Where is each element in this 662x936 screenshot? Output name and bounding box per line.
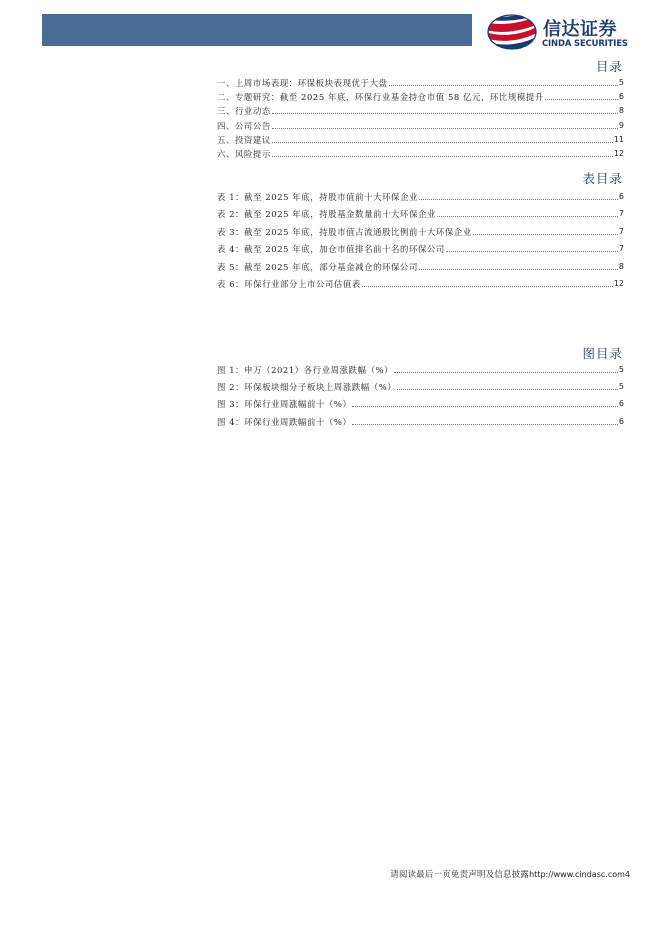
dot-leader <box>272 142 613 143</box>
table-entry[interactable] <box>217 258 624 272</box>
dot-leader <box>419 269 618 270</box>
table-entry-label: 表 4：截至 2025 年底，加仓市值排名前十名的环保公司 <box>217 244 445 255</box>
toc-entry[interactable] <box>217 102 624 116</box>
dot-leader <box>352 424 617 425</box>
table-entry-page-number: 7 <box>618 226 624 236</box>
toc-entry-page-number: 11 <box>613 134 624 144</box>
toc-entry-label: 三、行业动态 <box>217 106 271 117</box>
dot-leader <box>389 85 618 86</box>
toc-entry-page-number: 12 <box>613 149 624 158</box>
toc-entry[interactable] <box>217 131 624 145</box>
figure-entry-page-number: 5 <box>618 382 624 392</box>
toc-entry[interactable] <box>217 145 624 159</box>
figure-entry[interactable] <box>217 361 624 375</box>
figure-entry-label: 图 4：环保行业周跌幅前十（%） <box>217 416 352 427</box>
dot-leader <box>272 128 618 129</box>
table-entry-label: 表 1：截至 2025 年底，持股市值前十大环保企业 <box>217 192 418 202</box>
dot-leader <box>446 251 618 252</box>
toc-entry-label: 一、上周市场表现：环保板块表现优于大盘 <box>217 78 388 88</box>
toc-entry-page-number: 5 <box>618 78 624 87</box>
dot-leader <box>437 216 618 217</box>
toc-entry-page-number: 8 <box>618 106 624 116</box>
disclaimer-link[interactable]: 请阅读最后一页免责声明及信息披露 <box>390 869 530 879</box>
toc-entry[interactable] <box>217 74 624 88</box>
tables-title: 表目录 <box>582 171 623 186</box>
page-footer <box>390 868 630 880</box>
table-entry-label: 表 6：环保行业部分上市公司估值表 <box>217 279 361 289</box>
table-entry[interactable] <box>217 223 624 237</box>
website-link[interactable]: http://www.cindasc.com <box>529 870 625 879</box>
dot-leader <box>419 199 618 200</box>
figure-entry[interactable] <box>217 395 624 409</box>
toc-title: 目录 <box>595 59 623 74</box>
dot-leader <box>397 389 618 390</box>
table-entry-page-number: 7 <box>618 209 624 219</box>
table-entry[interactable] <box>217 188 624 202</box>
toc-entry-label: 六、风险提示 <box>217 149 271 159</box>
company-logo <box>487 14 647 50</box>
dot-leader <box>473 234 618 235</box>
dot-leader <box>545 99 618 100</box>
table-entry[interactable] <box>217 205 624 219</box>
dot-leader <box>272 156 613 157</box>
table-entry-label: 表 2：截至 2025 年底，持股基金数量前十大环保企业 <box>217 209 436 220</box>
figure-entry[interactable] <box>217 378 624 392</box>
header-bar <box>42 14 472 46</box>
dot-leader <box>352 406 617 407</box>
figure-entry-label: 图 1：申万（2021）各行业周涨跌幅（%） <box>217 365 394 375</box>
toc-entry[interactable] <box>217 117 624 131</box>
toc-entry[interactable] <box>217 88 624 102</box>
figure-entry-label: 图 2：环保板块细分子板块上周涨跌幅（%） <box>217 382 397 393</box>
toc-entry-page-number: 9 <box>618 120 624 130</box>
logo-chinese-text: 信达证券 <box>543 19 617 40</box>
table-entry-page-number: 7 <box>618 244 624 254</box>
toc-entry-label: 四、公司公告 <box>217 120 271 131</box>
dot-leader <box>394 372 618 373</box>
table-entry-page-number: 12 <box>613 279 624 288</box>
figures-title: 图目录 <box>582 346 623 361</box>
toc-entry-label: 二、专题研究：截至 2025 年底，环保行业基金持仓市值 58 亿元，环比规模提升 <box>217 92 544 103</box>
logo-mark-icon <box>487 14 537 50</box>
figure-entry-label: 图 3：环保行业周涨幅前十（%） <box>217 399 352 410</box>
table-entry[interactable] <box>217 275 624 289</box>
logo-english-text: CINDA SECURITIES <box>542 38 628 48</box>
dot-leader <box>362 286 613 287</box>
page-number: 4 <box>624 870 630 879</box>
toc-entry-page-number: 6 <box>618 92 624 102</box>
figure-entry-page-number: 5 <box>618 365 624 374</box>
table-entry[interactable] <box>217 240 624 254</box>
dot-leader <box>272 113 618 114</box>
table-entry-label: 表 5：截至 2025 年底，部分基金减仓的环保公司 <box>217 261 418 272</box>
table-entry-page-number: 8 <box>618 261 624 271</box>
table-entry-page-number: 6 <box>618 192 624 201</box>
figure-entry-page-number: 6 <box>618 399 624 409</box>
table-entry-label: 表 3：截至 2025 年底，持股市值占流通股比例前十大环保企业 <box>217 226 472 237</box>
figure-entry-page-number: 6 <box>618 416 624 426</box>
figure-entry[interactable] <box>217 413 624 427</box>
toc-entry-label: 五、投资建议 <box>217 134 271 145</box>
